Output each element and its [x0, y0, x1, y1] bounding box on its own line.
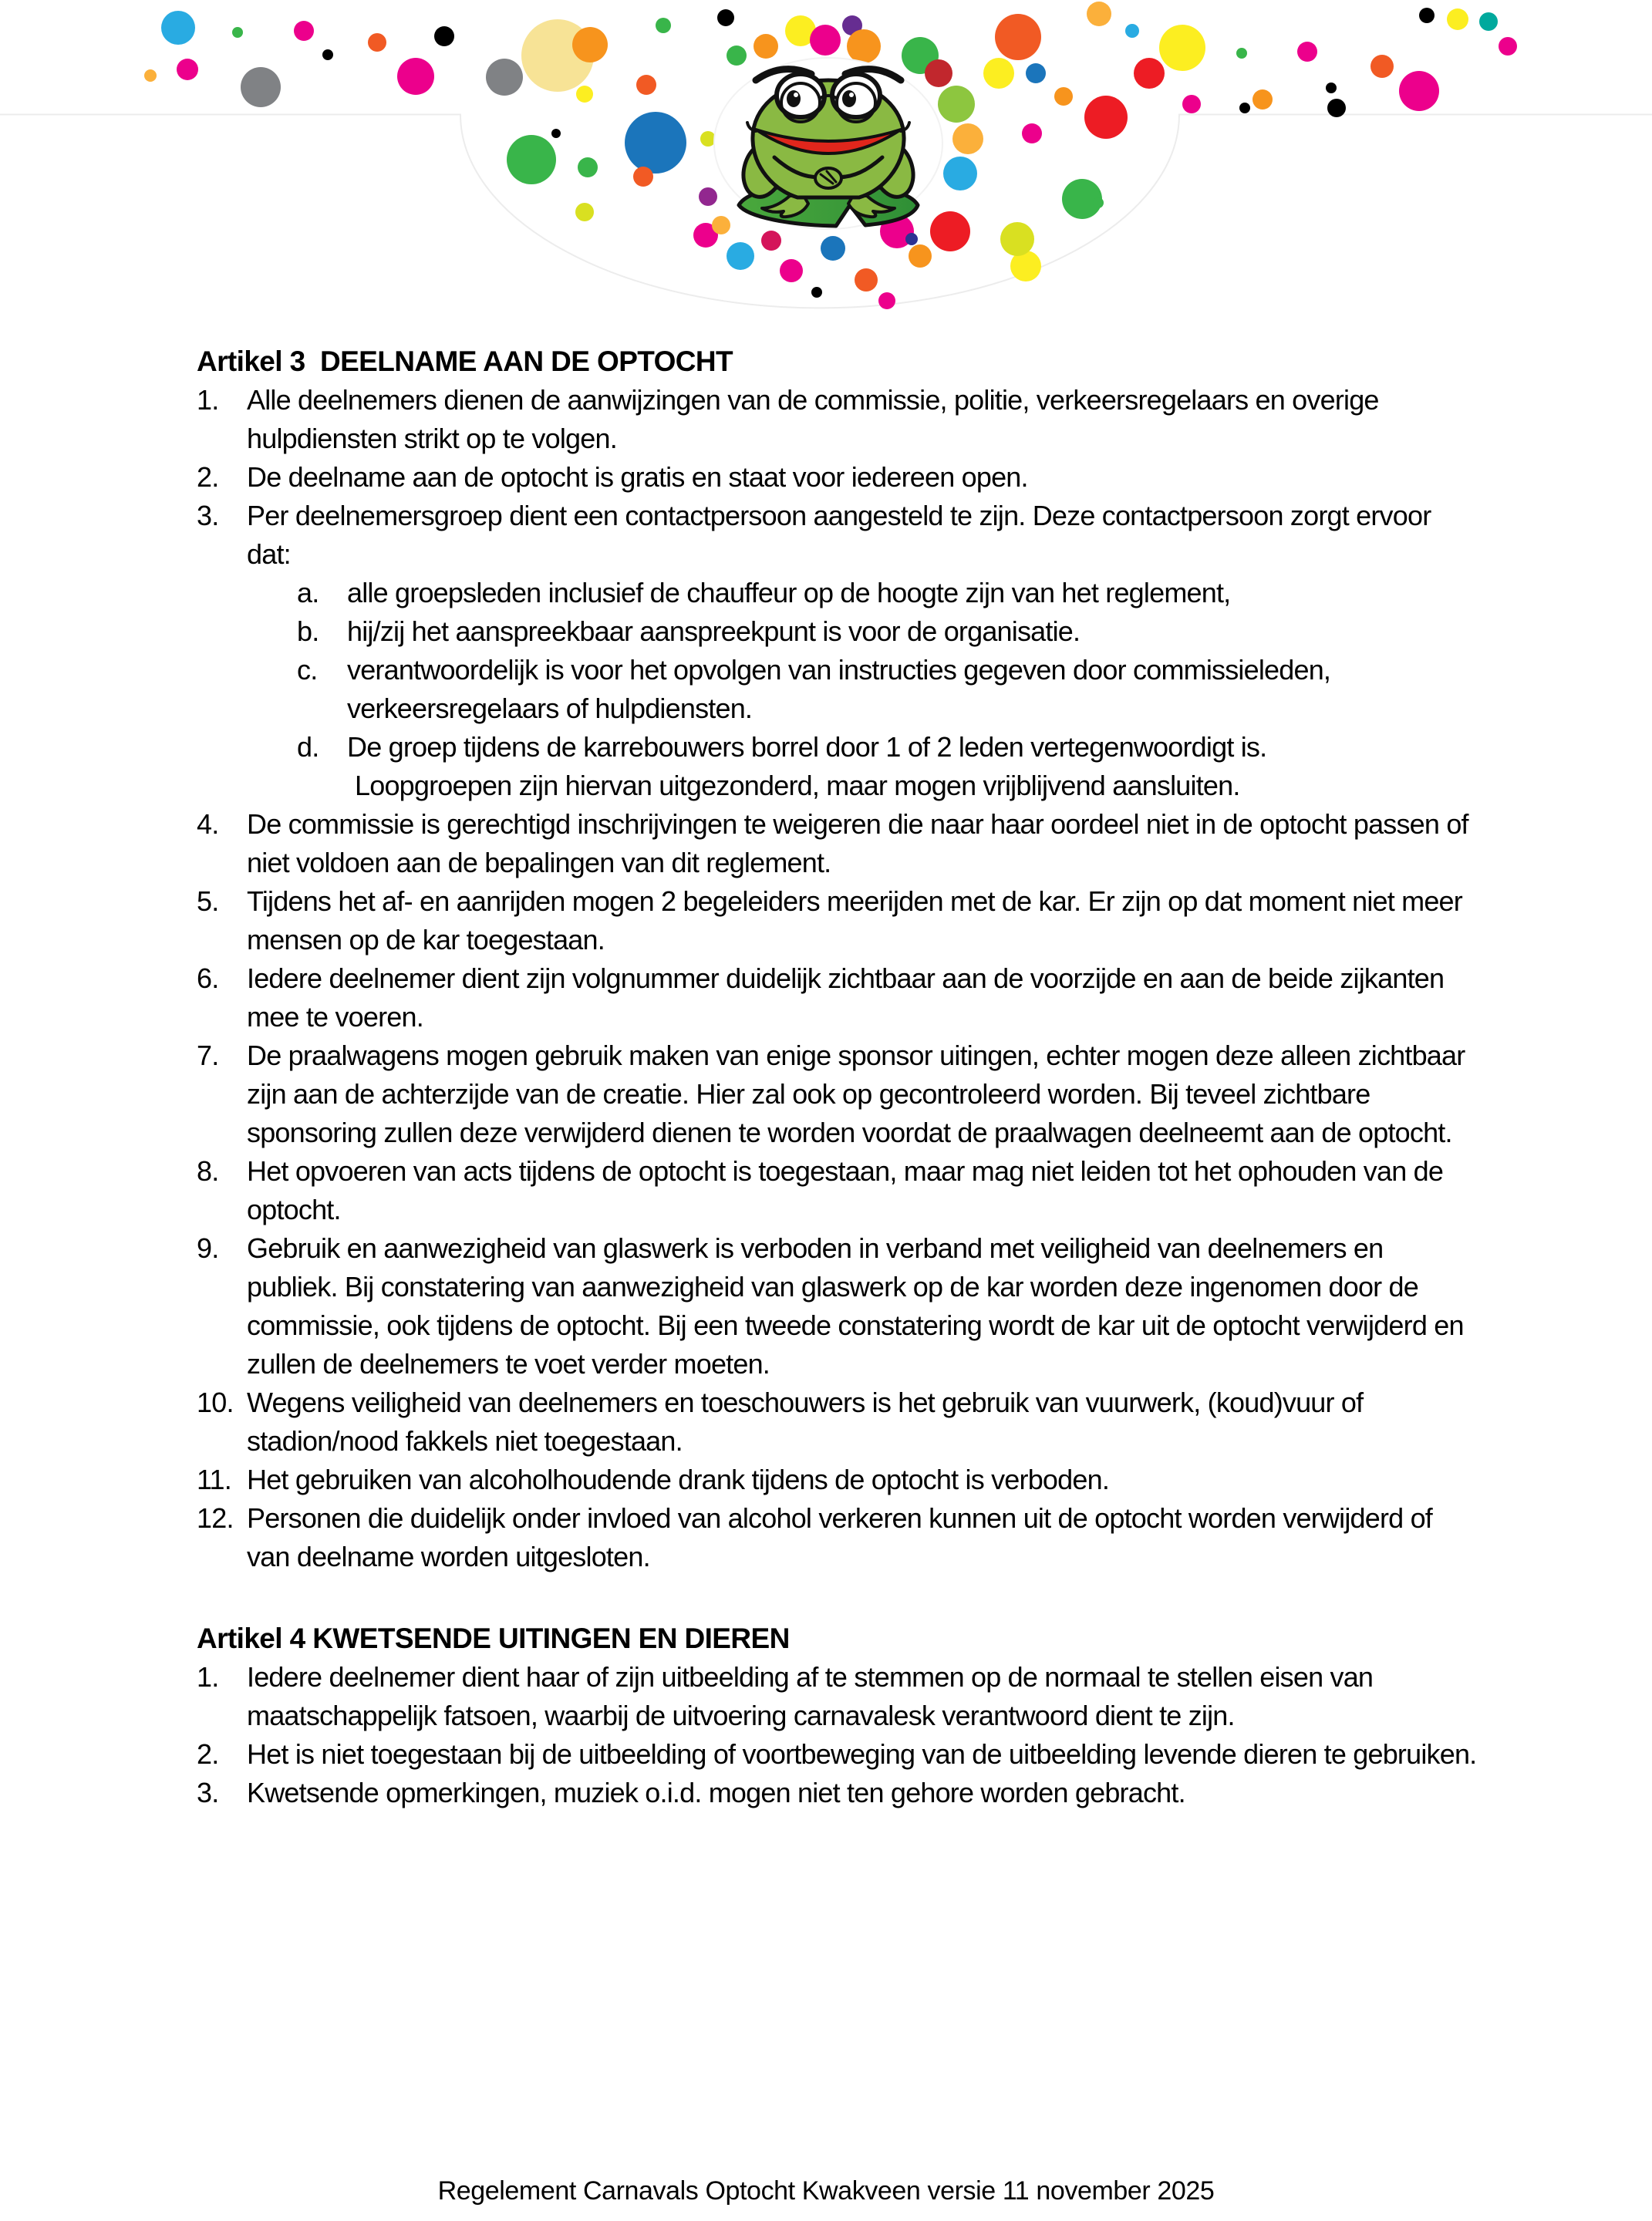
left-pupil-highlight — [794, 93, 798, 97]
list-item-number: 4. — [197, 808, 219, 840]
list-item-text: Iedere deelnemer dient haar of zijn uitbeelding af te stemmen op de normaal te stellen eisen van maatschappelijk fatsoen, waarbij de uitvoering carnavalesk verantwoord dient te zijn. — [247, 1661, 1374, 1731]
confetti-dot — [699, 187, 717, 206]
sub-item-row — [297, 612, 1477, 651]
list-item-row — [197, 1774, 1477, 1812]
list-item-number: 10. — [197, 1387, 234, 1418]
confetti-dot — [995, 14, 1041, 60]
list-item-number: 5. — [197, 885, 219, 917]
confetti-dot — [177, 59, 198, 80]
confetti-dot — [878, 292, 895, 309]
confetti-dot — [925, 59, 952, 87]
confetti-dot — [241, 67, 281, 107]
confetti-dot — [551, 129, 561, 138]
confetti-dot — [1182, 95, 1201, 113]
confetti-dot — [144, 69, 157, 82]
confetti-dot — [930, 211, 970, 251]
sub-item-number: a. — [297, 577, 319, 608]
list-item-text: De deelname aan de optocht is gratis en staat voor iedereen open. — [247, 461, 1028, 493]
confetti-dot — [1326, 83, 1337, 93]
sub-item-number: d. — [297, 731, 319, 763]
frog-hands — [815, 168, 841, 188]
confetti-dot — [700, 131, 716, 147]
confetti-dot — [983, 58, 1014, 89]
list-item-text: Het is niet toegestaan bij de uitbeelding of voortbeweging van de uitbeelding levende dieren te gebruiken. — [247, 1738, 1477, 1770]
confetti-dot — [1084, 96, 1128, 139]
list-item-number: 3. — [197, 1777, 219, 1808]
list-item-number: 7. — [197, 1040, 219, 1071]
list-item-text: De commissie is gerechtigd inschrijvingen te weigeren die naar haar oordeel niet in de optocht passen of niet voldoen aan de bepalingen van dit reglement. — [247, 808, 1468, 878]
confetti-dot — [905, 233, 918, 245]
list-item-text: Alle deelnemers dienen de aanwijzingen van de commissie, politie, verkeersregelaars en overige hulpdiensten strikt op te volgen. — [247, 384, 1379, 454]
list-item-number: 1. — [197, 1661, 219, 1693]
list-item-row — [197, 497, 1477, 805]
confetti-dot — [1093, 197, 1104, 208]
confetti-dot — [161, 11, 195, 45]
list-item-text: Iedere deelnemer dient zijn volgnummer duidelijk zichtbaar aan de voorzijde en aan de beide zijkanten mee te voeren. — [247, 962, 1445, 1033]
list-item-row — [197, 959, 1477, 1036]
confetti-dot — [636, 75, 656, 95]
page-footer: Regelement Carnavals Optocht Kwakveen versie 11 november 2025 — [437, 2176, 1215, 2206]
confetti-dot — [1327, 99, 1346, 117]
confetti-dot — [847, 29, 881, 63]
confetti-dot — [1054, 87, 1073, 106]
sub-item-row — [297, 651, 1477, 728]
confetti-dot — [1252, 89, 1273, 110]
confetti-dot — [294, 21, 314, 41]
confetti-dot — [943, 157, 977, 190]
confetti-dot — [656, 18, 671, 33]
confetti-dot — [232, 27, 243, 38]
confetti-dot — [712, 216, 730, 234]
confetti-dot — [578, 157, 598, 177]
confetti-dot — [1026, 63, 1046, 83]
list-item-number: 12. — [197, 1502, 234, 1534]
confetti-dot — [938, 86, 975, 123]
right-pupil-highlight — [849, 93, 854, 97]
confetti-dot — [575, 203, 594, 221]
confetti-dot — [1499, 37, 1517, 56]
list-item-text: Het opvoeren van acts tijdens de optocht is toegestaan, maar mag niet leiden tot het ophouden van de optocht. — [247, 1155, 1444, 1225]
sub-item-text: verantwoordelijk is voor het opvolgen van instructies gegeven door commissieleden, verkeersregelaars of hulpdiensten. — [347, 654, 1331, 724]
confetti-dot — [1236, 48, 1247, 59]
confetti-dot — [727, 242, 754, 270]
list-item-number: 8. — [197, 1155, 219, 1187]
confetti-dot — [1399, 71, 1439, 111]
sub-item-text: De groep tijdens de karrebouwers borrel door 1 of 2 leden vertegenwoordigt is. Loopgroepen zijn hiervan uitgezonderd, maar mogen vrijblijvend aansluiten. — [347, 728, 1477, 805]
confetti-dot — [507, 135, 556, 184]
confetti-dot — [1125, 24, 1139, 38]
list-item-row — [197, 381, 1477, 458]
sub-item-row — [297, 728, 1477, 805]
list-item-text: Tijdens het af- en aanrijden mogen 2 begeleiders meerijden met de kar. Er zijn op dat moment niet meer mensen op de kar toegestaan. — [247, 885, 1462, 955]
list-item-number: 2. — [197, 461, 219, 493]
confetti-dot — [633, 167, 653, 187]
confetti-dot — [434, 26, 454, 46]
confetti-dot — [727, 45, 747, 66]
sub-list — [297, 574, 1477, 805]
confetti-dot — [1000, 222, 1034, 256]
frog-left-pupil — [787, 90, 801, 107]
sub-item-text-continued: Loopgroepen zijn hiervan uitgezonderd, maar mogen vrijblijvend aansluiten. — [355, 770, 1240, 801]
list-item-number: 6. — [197, 962, 219, 994]
confetti-dot — [952, 123, 983, 154]
list-item-number: 9. — [197, 1232, 219, 1264]
confetti-dot — [909, 244, 932, 268]
list-item-text: Per deelnemersgroep dient een contactpersoon aangesteld te zijn. Deze contactpersoon zorgt ervoor dat: a. alle groepsleden inclusief de chauffeur op de hoogte zijn van het reglement, b. hij/zij het aanspreekbaar aanspreekpunt is voor de organisatie. c. verantwoordelijk is voor het opvolgen van instructies gegeven door commissieleden, verkeersregelaars of hulpdiensten. d. De groep tijdens de karrebouwers borrel door 1 of 2 leden vertegenwoordigt is. Loopgroepen zijn hiervan uitgezonderd, maar mogen vrijblijvend aansluiten. — [247, 497, 1477, 805]
list-item-row — [197, 1461, 1477, 1499]
list-item-text: Kwetsende opmerkingen, muziek o.i.d. mogen niet ten gehore worden gebracht. — [247, 1777, 1185, 1808]
confetti-dot — [1447, 8, 1468, 30]
list-item-text: Het gebruiken van alcoholhoudende drank tijdens de optocht is verboden. — [247, 1464, 1110, 1495]
sub-item-number: b. — [297, 615, 319, 647]
list-item-row — [197, 1735, 1477, 1774]
list-item-row — [197, 882, 1477, 959]
sub-item-row — [297, 574, 1477, 612]
confetti-dot — [821, 236, 845, 261]
list-item-text: Personen die duidelijk onder invloed van alcohol verkeren kunnen uit de optocht worden verwijderd of van deelname worden uitgesloten. — [247, 1502, 1433, 1572]
confetti-dot — [761, 231, 781, 251]
list-item-row — [197, 1229, 1477, 1383]
confetti-dot — [1419, 8, 1435, 23]
confetti-dot — [322, 49, 333, 60]
confetti-dot — [1239, 103, 1250, 113]
confetti-dot — [1159, 25, 1205, 71]
article-title: Artikel 4 KWETSENDE UITINGEN EN DIEREN — [197, 1623, 790, 1654]
confetti-dot — [754, 34, 778, 59]
confetti-dot — [368, 33, 386, 52]
confetti-dot — [717, 9, 734, 26]
confetti-dot — [855, 268, 878, 292]
confetti-dot — [1479, 12, 1498, 31]
confetti-dot — [780, 259, 803, 282]
list-item-row — [197, 1499, 1477, 1576]
list-item-row — [197, 1036, 1477, 1152]
list-item-text: Wegens veiligheid van deelnemers en toeschouwers is het gebruik van vuurwerk, (koud)vuur of stadion/nood fakkels niet toegestaan. — [247, 1387, 1364, 1457]
list-item-row — [197, 1383, 1477, 1461]
frog-right-pupil — [842, 90, 856, 107]
confetti-dot — [572, 27, 608, 62]
sub-item-text: alle groepsleden inclusief de chauffeur op de hoogte zijn van het reglement, — [347, 577, 1231, 608]
list-item-row — [197, 458, 1477, 497]
articles-section — [197, 342, 1477, 1812]
list-item-row — [197, 1658, 1477, 1735]
list-item-row — [197, 1152, 1477, 1229]
article-title: Artikel 3 DEELNAME AAN DE OPTOCHT — [197, 345, 733, 377]
list-item-text: De praalwagens mogen gebruik maken van enige sponsor uitingen, echter mogen deze alleen zichtbaar zijn aan de achterzijde van de creatie. Hier zal ook op gecontroleerd worden. Bij teveel zichtbare sponsoring zullen deze verwijderd dienen te worden voordat de praalwagen deelneemt aan de optocht. — [247, 1040, 1465, 1148]
list-item-number: 11. — [197, 1464, 231, 1495]
list-item-number: 3. — [197, 500, 219, 531]
confetti-dot — [397, 58, 434, 95]
sub-item-number: c. — [297, 654, 318, 686]
confetti-dot — [810, 25, 841, 56]
list-item-number: 1. — [197, 384, 219, 416]
list-item-text: Gebruik en aanwezigheid van glaswerk is verboden in verband met veiligheid van deelnemers en publiek. Bij constatering van aanwezigheid van glaswerk op de kar worden deze ingenomen door de commissie, ook tijdens de optocht. Bij een tweede constatering wordt de kar uit de optocht verwijderd en zullen de deelnemers te voet verder moeten. — [247, 1232, 1464, 1380]
confetti-dot — [1087, 2, 1111, 26]
confetti-dot — [486, 59, 523, 96]
confetti-dot — [811, 287, 822, 298]
article — [197, 1619, 1477, 1812]
confetti-dot — [1297, 42, 1317, 62]
list-item-number: 2. — [197, 1738, 219, 1770]
confetti-dot — [576, 86, 593, 103]
sub-item-text: hij/zij het aanspreekbaar aanspreekpunt is voor de organisatie. — [347, 615, 1081, 647]
confetti-dot — [625, 112, 686, 174]
confetti-dot — [1370, 55, 1394, 78]
confetti-dot — [1022, 123, 1042, 143]
confetti-dot — [1134, 58, 1165, 89]
list-item-row — [197, 805, 1477, 882]
article — [197, 342, 1477, 1576]
